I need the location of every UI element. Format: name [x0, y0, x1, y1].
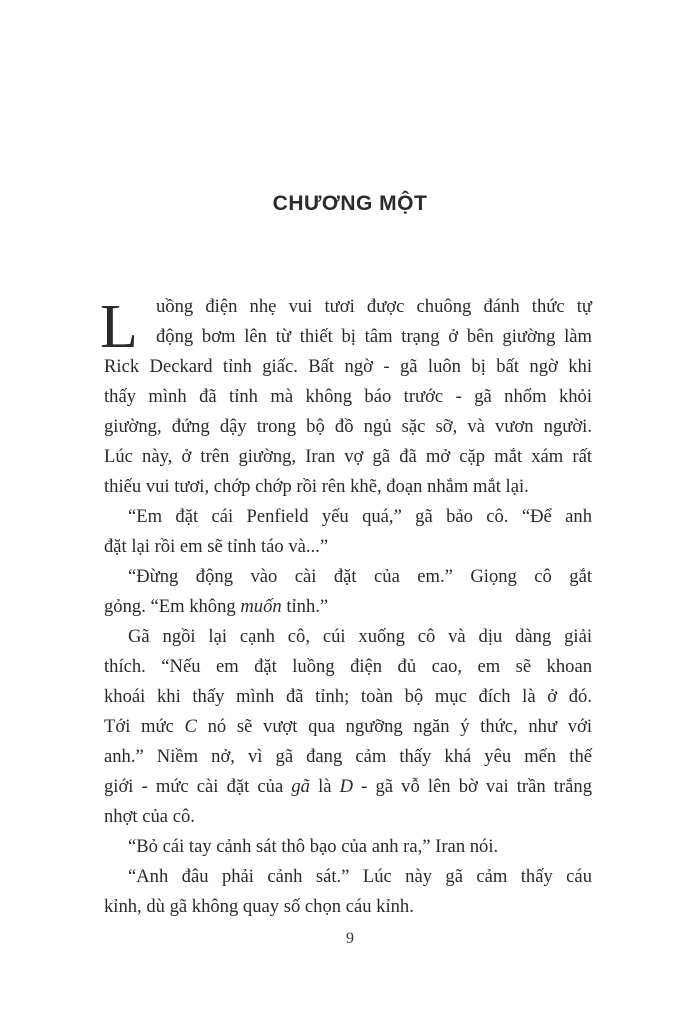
- drop-cap: L: [100, 293, 138, 361]
- text-line: giường, đứng dậy trong bộ đồ ngủ sặc sỡ, và vươn người.: [104, 416, 592, 437]
- text-line: Lúc này, ở trên giường, Iran vợ gã đã mở cặp mắt xám rất: [104, 446, 592, 467]
- text-line: [104, 712, 592, 742]
- text-segment: giới - mức cài đặt của: [104, 776, 292, 797]
- text-line: động bơm lên từ thiết bị tâm trạng ở bên giường làm: [156, 326, 592, 347]
- text-line: “Bỏ cái tay cảnh sát thô bạo của anh ra,” Iran nói.: [128, 836, 499, 857]
- text-line: kỉnh, dù gã không quay số chọn cáu kỉnh.: [104, 896, 414, 917]
- text-segment: nó sẽ vượt qua ngưỡng ngăn ý thức, như với: [196, 716, 592, 737]
- italic-word: gã: [291, 776, 310, 797]
- text-segment: tỉnh.”: [281, 596, 329, 617]
- chapter-title: CHƯƠNG MỘT: [272, 192, 428, 215]
- text-line: khoái khi thấy mình đã tỉnh; toàn bộ mục đích là ở đó.: [104, 686, 592, 707]
- text-line: anh.” Niềm nở, vì gã đang cảm thấy khá yêu mến thế: [104, 746, 592, 767]
- text-line: Rick Deckard tỉnh giấc. Bất ngờ - gã luôn bị bất ngờ khi: [104, 356, 592, 377]
- italic-word: D: [339, 776, 354, 797]
- text-line: “Anh đâu phải cảnh sát.” Lúc này gã cảm thấy cáu: [128, 866, 592, 887]
- text-line: Gã ngồi lại cạnh cô, cúi xuống cô và dịu dàng giải: [128, 626, 592, 647]
- italic-word: C: [184, 716, 197, 737]
- text-line: thấy mình đã tỉnh mà không báo trước - gã nhổm khỏi: [104, 386, 592, 407]
- text-segment: gỏng. “Em không: [104, 596, 241, 617]
- text-line: “Em đặt cái Penfield yếu quá,” gã bảo cô. “Để anh: [128, 506, 592, 527]
- text-line: thích. “Nếu em đặt luồng điện đủ cao, em sẽ khoan: [104, 656, 592, 677]
- text-line: thiếu vui tươi, chớp chớp rồi rên khẽ, đoạn nhắm mắt lại.: [104, 476, 529, 497]
- text-line: đặt lại rồi em sẽ tỉnh táo và...”: [104, 536, 329, 557]
- text-line: [104, 592, 592, 622]
- text-segment: - gã vỗ lên bờ vai trần trắng: [353, 776, 592, 797]
- italic-word: muốn: [240, 596, 282, 617]
- chapter-body: [100, 292, 592, 922]
- text-segment: là: [309, 776, 340, 797]
- page-number: 9: [346, 930, 354, 947]
- text-line: “Đừng động vào cài đặt của em.” Giọng cô gắt: [128, 566, 592, 587]
- text-line: nhợt của cô.: [104, 806, 195, 827]
- text-line: [104, 772, 592, 802]
- text-line: uồng điện nhẹ vui tươi được chuông đánh thức tự: [156, 296, 592, 317]
- text-segment: Tới mức: [104, 716, 185, 737]
